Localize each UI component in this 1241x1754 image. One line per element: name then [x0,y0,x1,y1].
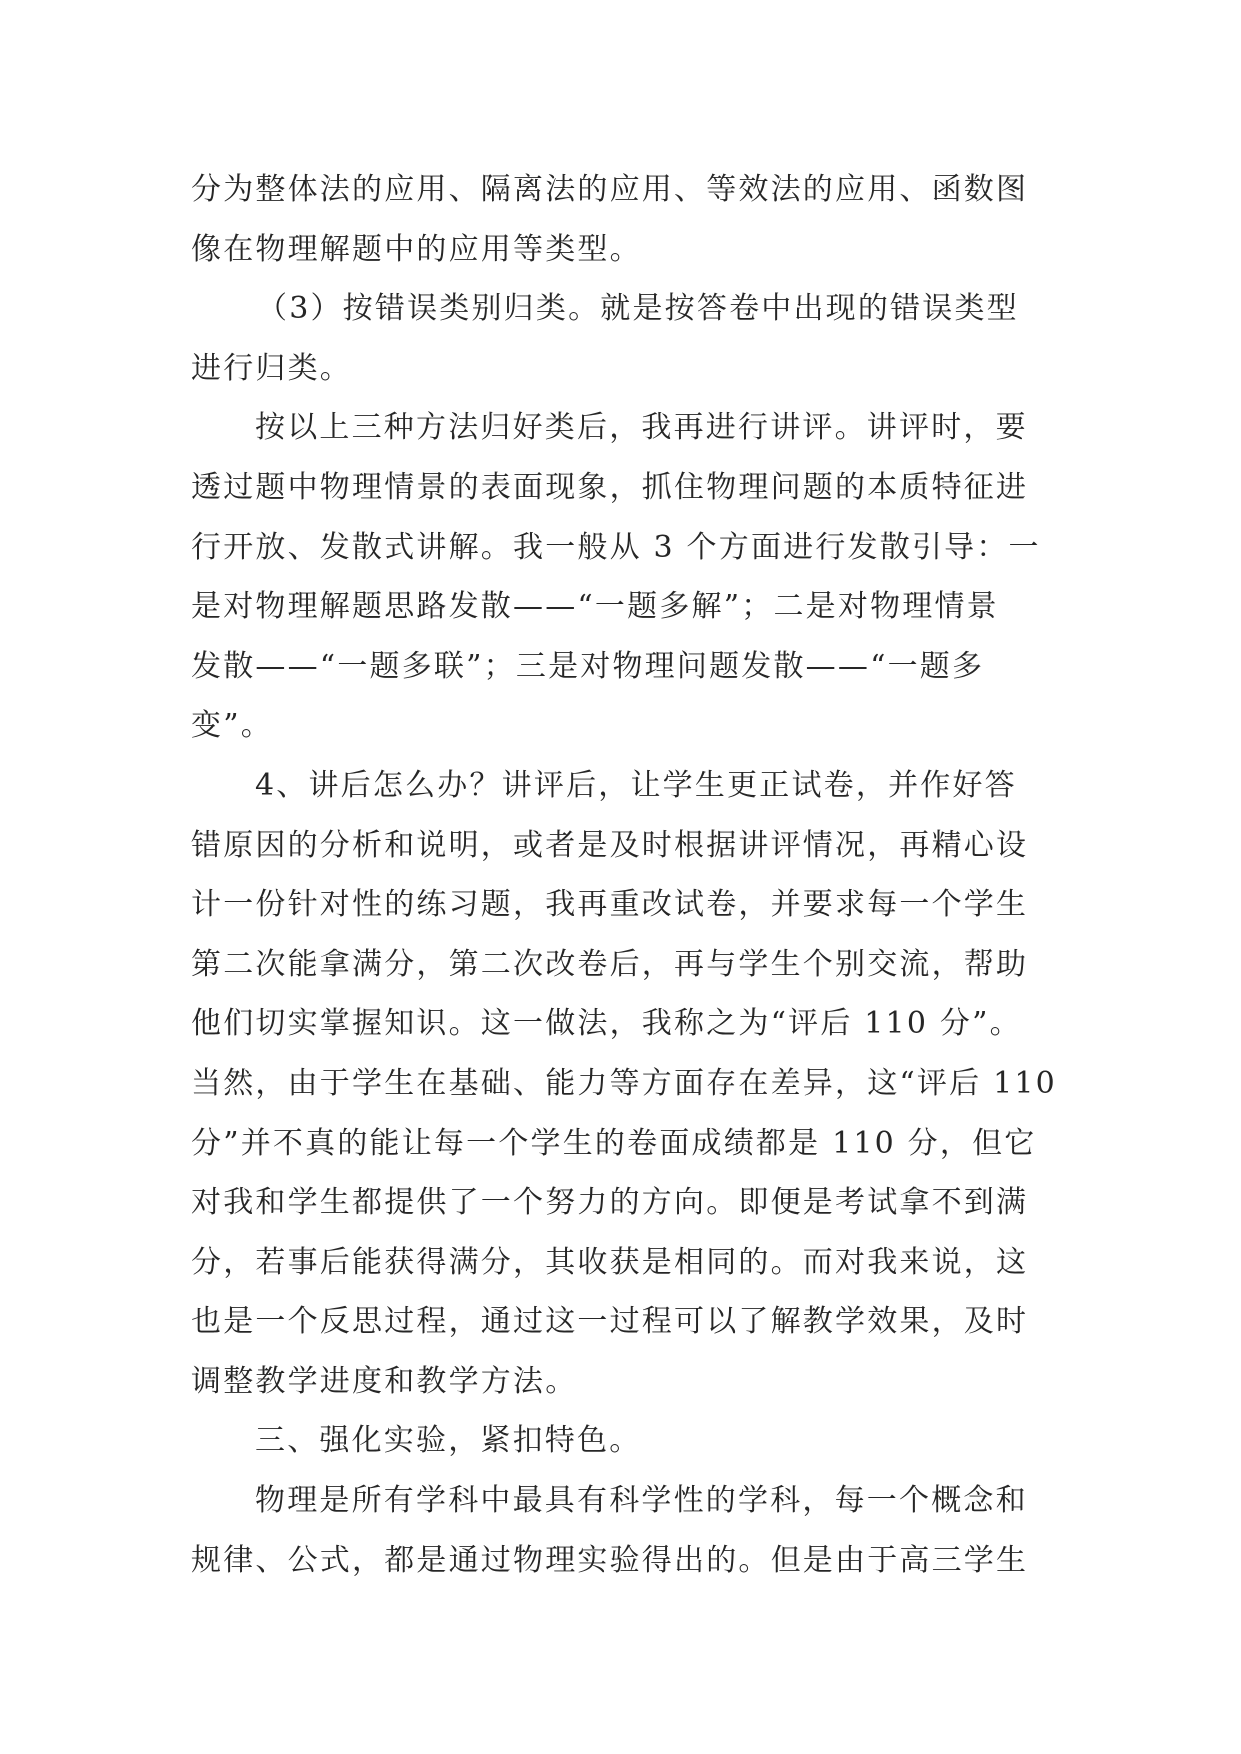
text-line: 发散——“一题多联”；三是对物理问题发散——“一题多 [191,648,985,684]
text-line: 分为整体法的应用、隔离法的应用、等效法的应用、函数图 [191,172,1029,207]
text-line: 计一份针对性的练习题，我再重改试卷，并要求每一个学生 [191,887,1029,923]
text-line: 按以上三种方法归好类后，我再进行讲评。讲评时，要 [255,410,1028,446]
text-line: 第二次能拿满分，第二次改卷后，再与学生个别交流，帮助 [191,946,1029,982]
text-line: 进行归类。 [191,350,352,386]
text-line: 物理是所有学科中最具有科学性的学科，每一个概念和 [255,1483,1028,1519]
text-line: 像在物理解题中的应用等类型。 [191,231,642,267]
text-line: 三、强化实验，紧扣特色。 [255,1423,642,1459]
text-line: 分”并不真的能让每一个学生的卷面成绩都是 110 分，但它 [191,1125,1037,1161]
text-line: 他们切实掌握知识。这一做法，我称之为“评后 110 分”。 [191,1006,1022,1042]
text-line: 透过题中物理情景的表面现象，抓住物理问题的本质特征进 [191,469,1029,505]
text-line: 错原因的分析和说明，或者是及时根据讲评情况，再精心设 [191,827,1029,863]
document-body [191,160,1057,1590]
text-line: 分，若事后能获得满分，其收获是相同的。而对我来说，这 [191,1244,1029,1280]
text-line: （3）按错误类别归类。就是按答卷中出现的错误类型 [257,291,1019,327]
text-line: 也是一个反思过程，通过这一过程可以了解教学效果，及时 [191,1304,1029,1340]
text-line: 对我和学生都提供了一个努力的方向。即便是考试拿不到满 [191,1185,1029,1221]
text-line: 4、讲后怎么办？讲评后，让学生更正试卷，并作好答 [255,767,1017,803]
text-line: 当然，由于学生在基础、能力等方面存在差异，这“评后 110 [191,1065,1057,1101]
text-line: 规律、公式，都是通过物理实验得出的。但是由于高三学生 [191,1542,1029,1578]
text-line: 是对物理解题思路发散——“一题多解”；二是对物理情景 [191,589,999,625]
text-line: 变”。 [191,708,273,744]
text-line: 调整教学进度和教学方法。 [191,1363,578,1399]
text-line: 行开放、发散式讲解。我一般从 3 个方面进行发散引导：一 [191,529,1041,565]
